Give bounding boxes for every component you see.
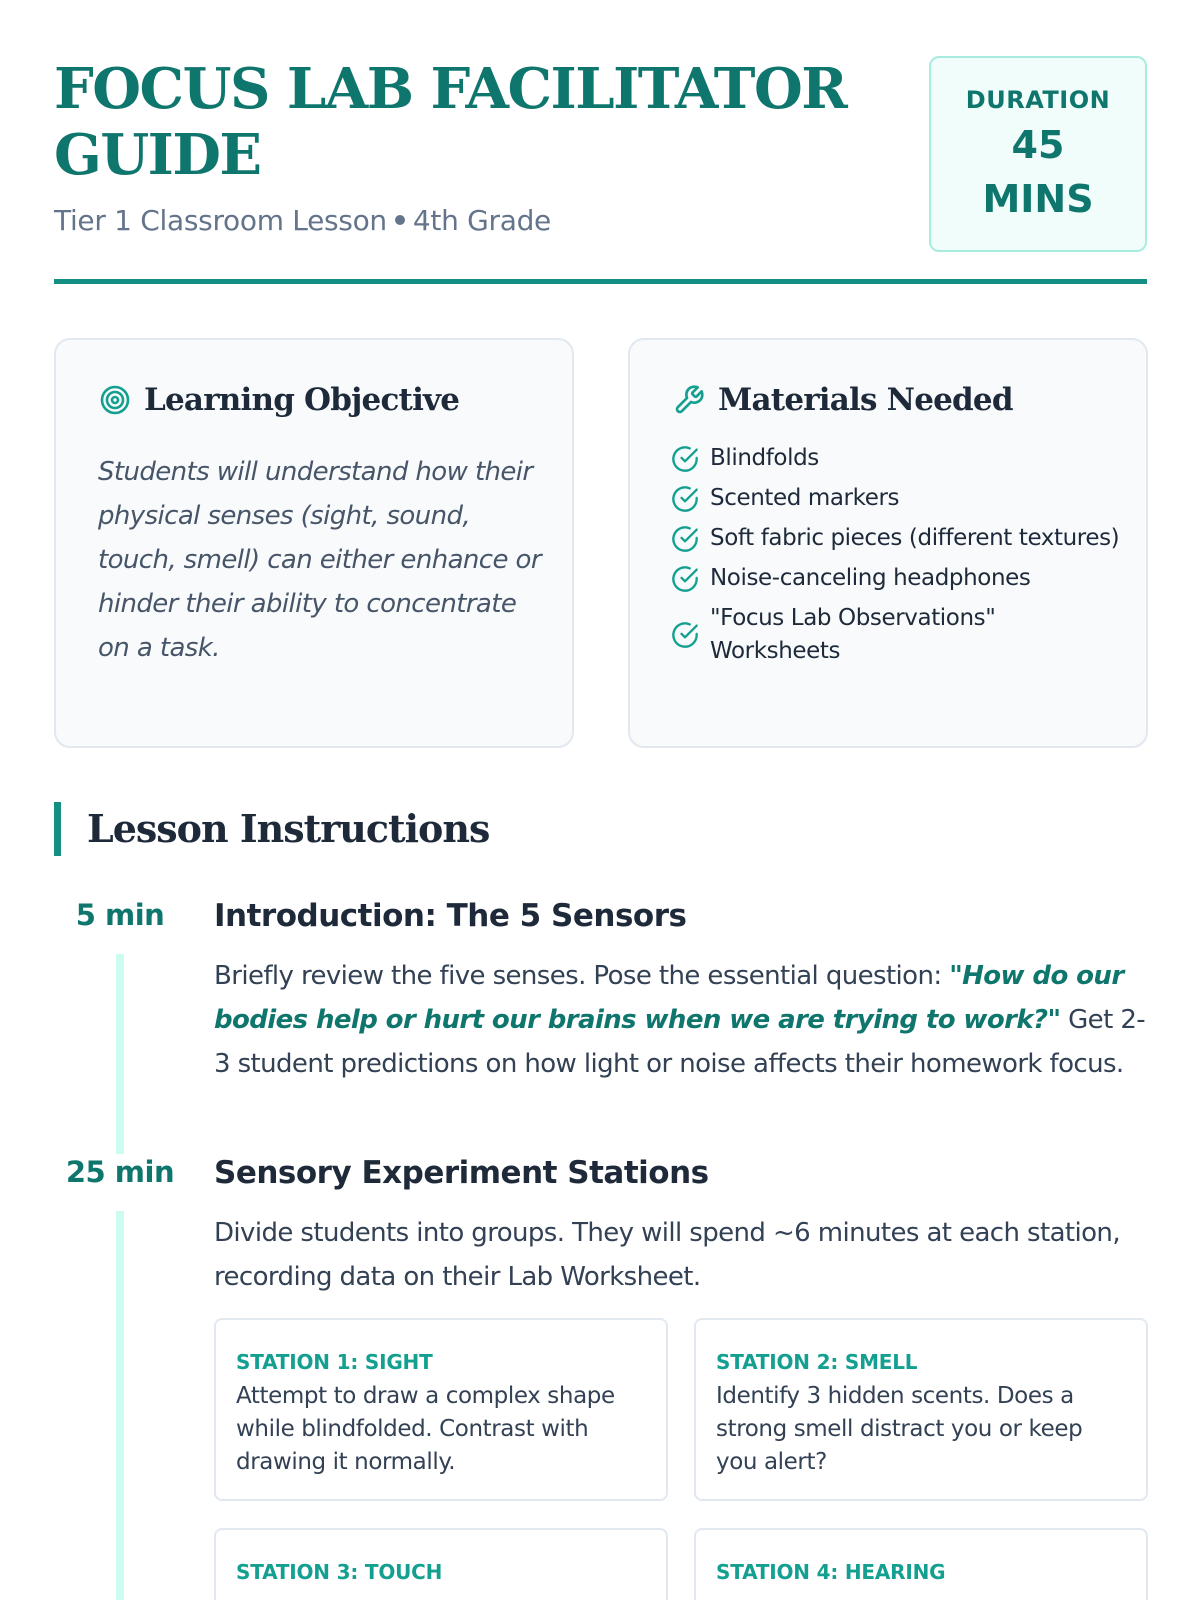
essential-question: "How do our bodies help or hurt our brains when we are trying to work?" <box>214 961 1124 1035</box>
step-time: 25 min <box>65 1155 175 1189</box>
grade-level: 4th Grade <box>412 204 551 237</box>
step-text: Briefly review the five senses. Pose the essential question: <box>214 961 942 991</box>
check-circle-icon <box>670 484 700 514</box>
page-subtitle <box>54 204 894 237</box>
duration-unit: MINS <box>982 177 1094 221</box>
materials-header <box>672 382 1013 418</box>
list-item <box>670 442 1120 475</box>
list-item <box>670 562 1120 595</box>
timeline-bar <box>116 1211 124 1600</box>
station-text: Identify 3 hidden scents. Does a strong smell distract you or keep you alert? <box>716 1383 1083 1475</box>
duration-badge <box>929 56 1147 252</box>
lesson-tier: Tier 1 Classroom Lesson <box>54 204 387 237</box>
title-block <box>54 56 894 237</box>
separator-dot <box>395 215 405 225</box>
duration-value <box>931 118 1145 226</box>
material-name: Scented markers <box>710 485 900 511</box>
page-title-line: GUIDE <box>54 122 261 188</box>
station-card <box>214 1318 668 1501</box>
material-name: Noise-canceling headphones <box>710 565 1031 591</box>
material-name: Soft fabric pieces (different textures) <box>710 525 1120 551</box>
duration-number: 45 <box>1011 123 1065 167</box>
station-card <box>214 1528 668 1600</box>
station-label: STATION 4: HEARING <box>716 1560 946 1584</box>
objective-title: Learning Objective <box>144 382 460 418</box>
section-title: Lesson Instructions <box>54 802 489 856</box>
material-name: "Focus Lab Observations" Worksheets <box>710 605 996 664</box>
step-title: Introduction: The 5 Sensors <box>214 898 687 934</box>
materials-card <box>628 338 1148 748</box>
materials-list <box>670 442 1120 675</box>
check-circle-icon <box>670 564 700 594</box>
list-item <box>670 482 1120 515</box>
station-label: STATION 2: SMELL <box>716 1350 918 1374</box>
station-card <box>694 1318 1148 1501</box>
step-text: Get 2-3 student predictions on how light or noise affects their homework focus. <box>214 1005 1146 1079</box>
wrench-icon <box>672 383 706 417</box>
page-title <box>54 56 894 188</box>
station-label: STATION 1: SIGHT <box>236 1350 433 1374</box>
check-circle-icon <box>670 444 700 474</box>
station-text: Attempt to draw a complex shape while blindfolded. Contrast with drawing it normally. <box>236 1383 615 1475</box>
timeline-bar <box>116 954 124 1154</box>
page-title-line: FOCUS LAB FACILITATOR <box>54 56 847 122</box>
objective-header <box>98 382 459 418</box>
step-time: 5 min <box>75 898 165 932</box>
page-header <box>54 56 1147 284</box>
step-description: Divide students into groups. They will spend ~6 minutes at each station, recording data on their Lab Worksheet. <box>214 1218 1120 1292</box>
step-description <box>214 954 1149 1086</box>
objective-card <box>54 338 574 748</box>
duration-label: DURATION <box>965 86 1111 114</box>
materials-title: Materials Needed <box>718 382 1013 418</box>
step-title: Sensory Experiment Stations <box>214 1155 709 1191</box>
target-icon <box>98 383 132 417</box>
material-name: Blindfolds <box>710 445 819 471</box>
objective-text: Students will understand how their physical senses (sight, sound, touch, smell) can either enhance or hinder their ability to concentrate on a task. <box>98 457 541 663</box>
check-circle-icon <box>670 620 700 650</box>
station-card <box>694 1528 1148 1600</box>
list-item <box>670 602 1120 668</box>
check-circle-icon <box>670 524 700 554</box>
list-item <box>670 522 1120 555</box>
station-label: STATION 3: TOUCH <box>236 1560 443 1584</box>
